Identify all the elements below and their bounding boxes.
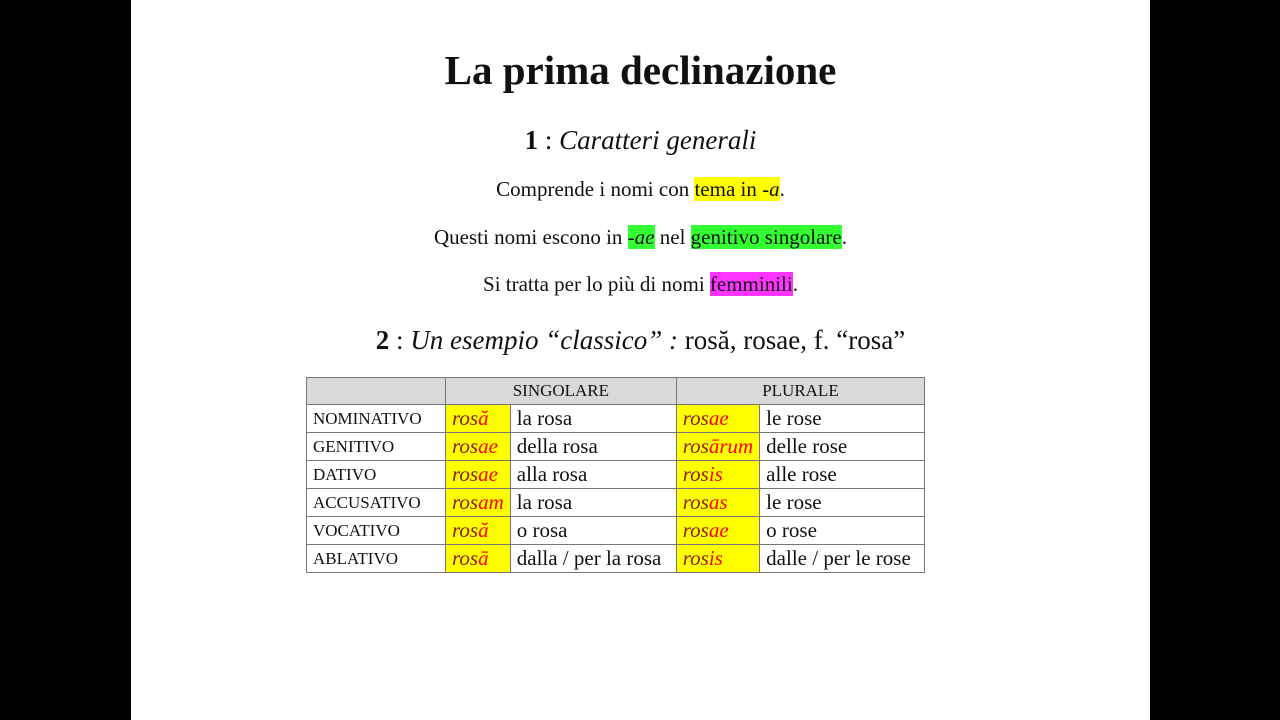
plural-translation: le rose xyxy=(760,489,925,517)
section-1-separator: : xyxy=(538,125,560,155)
table-header-row xyxy=(307,378,925,405)
plural-ending: is xyxy=(708,546,723,570)
case-name: VOCATIVO xyxy=(307,517,446,545)
highlight-tema xyxy=(694,177,779,201)
section-1-label: Caratteri generali xyxy=(559,125,757,155)
line2-end: . xyxy=(841,225,847,249)
table-corner-cell xyxy=(307,378,446,405)
table-row xyxy=(307,489,925,517)
singular-stem: ros xyxy=(452,406,479,430)
plural-stem: ros xyxy=(682,406,709,430)
singular-stem: ros xyxy=(452,546,479,570)
highlight-tema-ending: -a xyxy=(762,177,780,201)
rule-line-2 xyxy=(131,224,1150,250)
page-title: La prima declinazione xyxy=(444,47,837,93)
singular-translation: alla rosa xyxy=(510,461,676,489)
case-name: ABLATIVO xyxy=(307,545,446,573)
singular-stem: ros xyxy=(452,518,479,542)
plural-translation: dalle / per le rose xyxy=(760,545,925,573)
plural-stem: ros xyxy=(682,490,709,514)
singular-ending: ae xyxy=(478,462,498,486)
line3-text: Si tratta per lo più di nomi xyxy=(483,272,710,296)
section-2-heading xyxy=(131,324,1150,356)
table-row xyxy=(307,405,925,433)
plural-translation: le rose xyxy=(760,405,925,433)
singular-form xyxy=(446,545,511,573)
table-row xyxy=(307,461,925,489)
slide-page xyxy=(131,0,1150,720)
plural-form xyxy=(676,517,759,545)
line1-text: Comprende i nomi con xyxy=(496,177,695,201)
plural-translation: delle rose xyxy=(760,433,925,461)
highlight-femminili: femminili xyxy=(709,272,793,296)
plural-ending: ārum xyxy=(708,434,754,458)
plural-stem: ros xyxy=(682,462,709,486)
plural-form xyxy=(676,461,759,489)
highlight-ae: -ae xyxy=(627,225,655,249)
singular-form xyxy=(446,433,511,461)
plural-stem: ros xyxy=(682,546,709,570)
plural-ending: ae xyxy=(708,518,729,542)
plural-ending: is xyxy=(708,462,723,486)
section-2-example: rosă, rosae, f. “rosa” xyxy=(684,325,906,355)
singular-ending: ā xyxy=(478,546,489,570)
singular-stem: ros xyxy=(452,490,479,514)
header-singolare: SINGOLARE xyxy=(446,378,677,405)
line2-text: Questi nomi escono in xyxy=(434,225,628,249)
case-name: ACCUSATIVO xyxy=(307,489,446,517)
section-1-heading xyxy=(131,124,1150,156)
singular-ending: ae xyxy=(478,434,498,458)
plural-stem: ros xyxy=(682,518,709,542)
table-row xyxy=(307,433,925,461)
plural-translation: o rose xyxy=(760,517,925,545)
singular-translation: della rosa xyxy=(510,433,676,461)
section-1-number: 1 xyxy=(524,125,539,155)
rule-line-1 xyxy=(131,176,1150,202)
section-2-separator: : xyxy=(389,325,411,355)
singular-form xyxy=(446,489,511,517)
singular-form xyxy=(446,461,511,489)
highlight-genitivo: genitivo singolare xyxy=(690,225,842,249)
plural-stem: ros xyxy=(682,434,709,458)
plural-ending: as xyxy=(708,490,728,514)
line1-end: . xyxy=(779,177,785,201)
header-plurale: PLURALE xyxy=(676,378,924,405)
case-name: DATIVO xyxy=(307,461,446,489)
table-row xyxy=(307,545,925,573)
plural-form xyxy=(676,405,759,433)
singular-stem: ros xyxy=(452,462,479,486)
declension-table xyxy=(306,377,925,573)
plural-form xyxy=(676,489,759,517)
plural-translation: alle rose xyxy=(760,461,925,489)
singular-translation: dalla / per la rosa xyxy=(510,545,676,573)
section-2-label: Un esempio “classico” : xyxy=(410,325,685,355)
rule-line-3 xyxy=(131,271,1150,297)
singular-stem: ros xyxy=(452,434,479,458)
line3-end: . xyxy=(792,272,798,296)
plural-form xyxy=(676,545,759,573)
singular-ending: ă xyxy=(478,518,489,542)
singular-translation: la rosa xyxy=(510,405,676,433)
singular-translation: la rosa xyxy=(510,489,676,517)
singular-form xyxy=(446,517,511,545)
section-2-number: 2 xyxy=(375,325,390,355)
case-name: NOMINATIVO xyxy=(307,405,446,433)
plural-ending: ae xyxy=(708,406,729,430)
case-name: GENITIVO xyxy=(307,433,446,461)
singular-ending: am xyxy=(478,490,504,514)
line2-mid: nel xyxy=(654,225,691,249)
table-row xyxy=(307,517,925,545)
singular-form xyxy=(446,405,511,433)
highlight-tema-text: tema in xyxy=(694,177,763,201)
singular-ending: ă xyxy=(478,406,489,430)
plural-form xyxy=(676,433,759,461)
singular-translation: o rosa xyxy=(510,517,676,545)
